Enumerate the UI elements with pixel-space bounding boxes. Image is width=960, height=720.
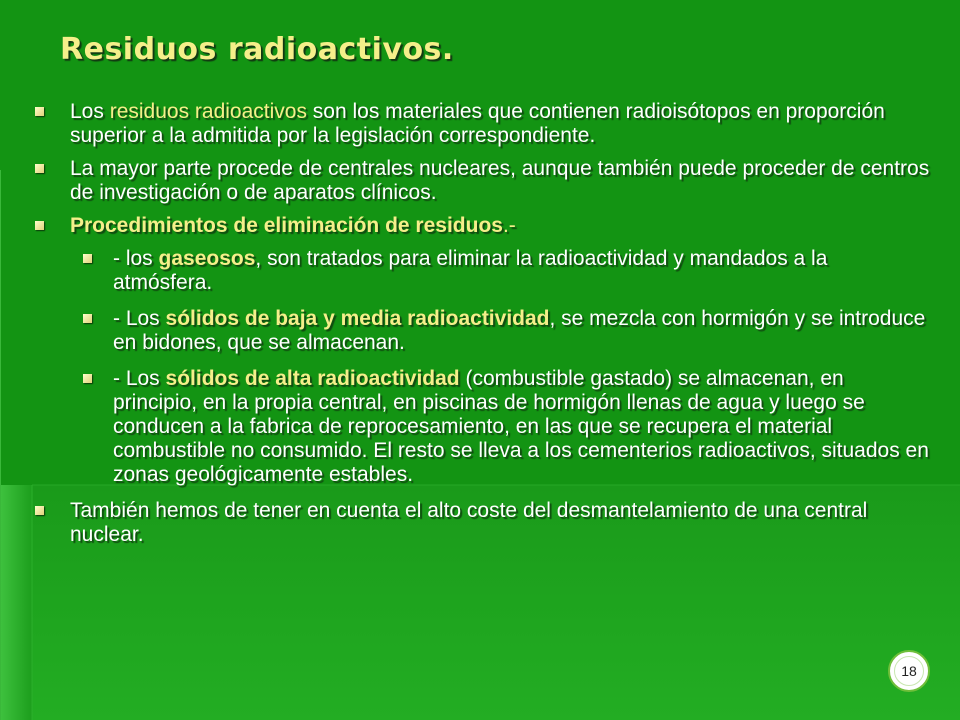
sub-bullet-item [32,307,932,355]
slide-content [32,100,932,556]
slide-title: Residuos radioactivos. [60,32,454,67]
bullet-item [32,100,932,148]
square-bullet-icon [83,254,92,263]
sub-bullet-item [32,367,932,487]
page-number-badge [888,650,930,692]
text: , se mezcla con hormigón y se introduce en bidones, que se almacenan. [113,307,926,354]
text: - Los [113,367,166,390]
highlighted-term: residuos radioactivos [109,100,307,123]
bullet-item-heading [32,214,932,238]
bullet-item [32,157,932,205]
square-bullet-icon [83,314,92,323]
highlighted-term: sólidos de baja y media radioactividad [165,307,550,330]
text: - los [113,247,159,270]
text: son los materiales que contienen radioisótopos en proporción superior a la admitida por la legislación correspondiente. [70,100,885,147]
text: .- [502,214,516,237]
square-bullet-icon [35,506,44,515]
text: La mayor parte procede de centrales nucleares, aunque también puede proceder de centros de investigación o de aparatos clínicos. [70,157,930,204]
highlighted-term: sólidos de alta radioactividad [165,367,460,390]
square-bullet-icon [35,221,44,230]
text: , son tratados para eliminar la radioactividad y mandados a la atmósfera. [113,247,828,294]
square-bullet-icon [83,374,92,383]
page-number: 18 [901,663,917,679]
highlighted-term: gaseosos [158,247,256,270]
sub-bullet-item [32,247,932,295]
text: - Los [113,307,166,330]
text: (combustible gastado) se almacenan, en principio, en la propia central, en piscinas de hormigón llenas de agua y luego se conducen a la fabrica de reprocesamiento, en las que se recupera el material combustible no consumido. El resto se lleva a los cementerios radioactivos, situados en zonas geológicamente estables. [113,367,929,486]
section-heading: Procedimientos de eliminación de residuos [70,214,503,237]
text: Los [70,100,110,123]
square-bullet-icon [35,164,44,173]
square-bullet-icon [35,107,44,116]
bullet-item [32,499,932,547]
text: También hemos de tener en cuenta el alto coste del desmantelamiento de una central nuclear. [70,499,868,546]
